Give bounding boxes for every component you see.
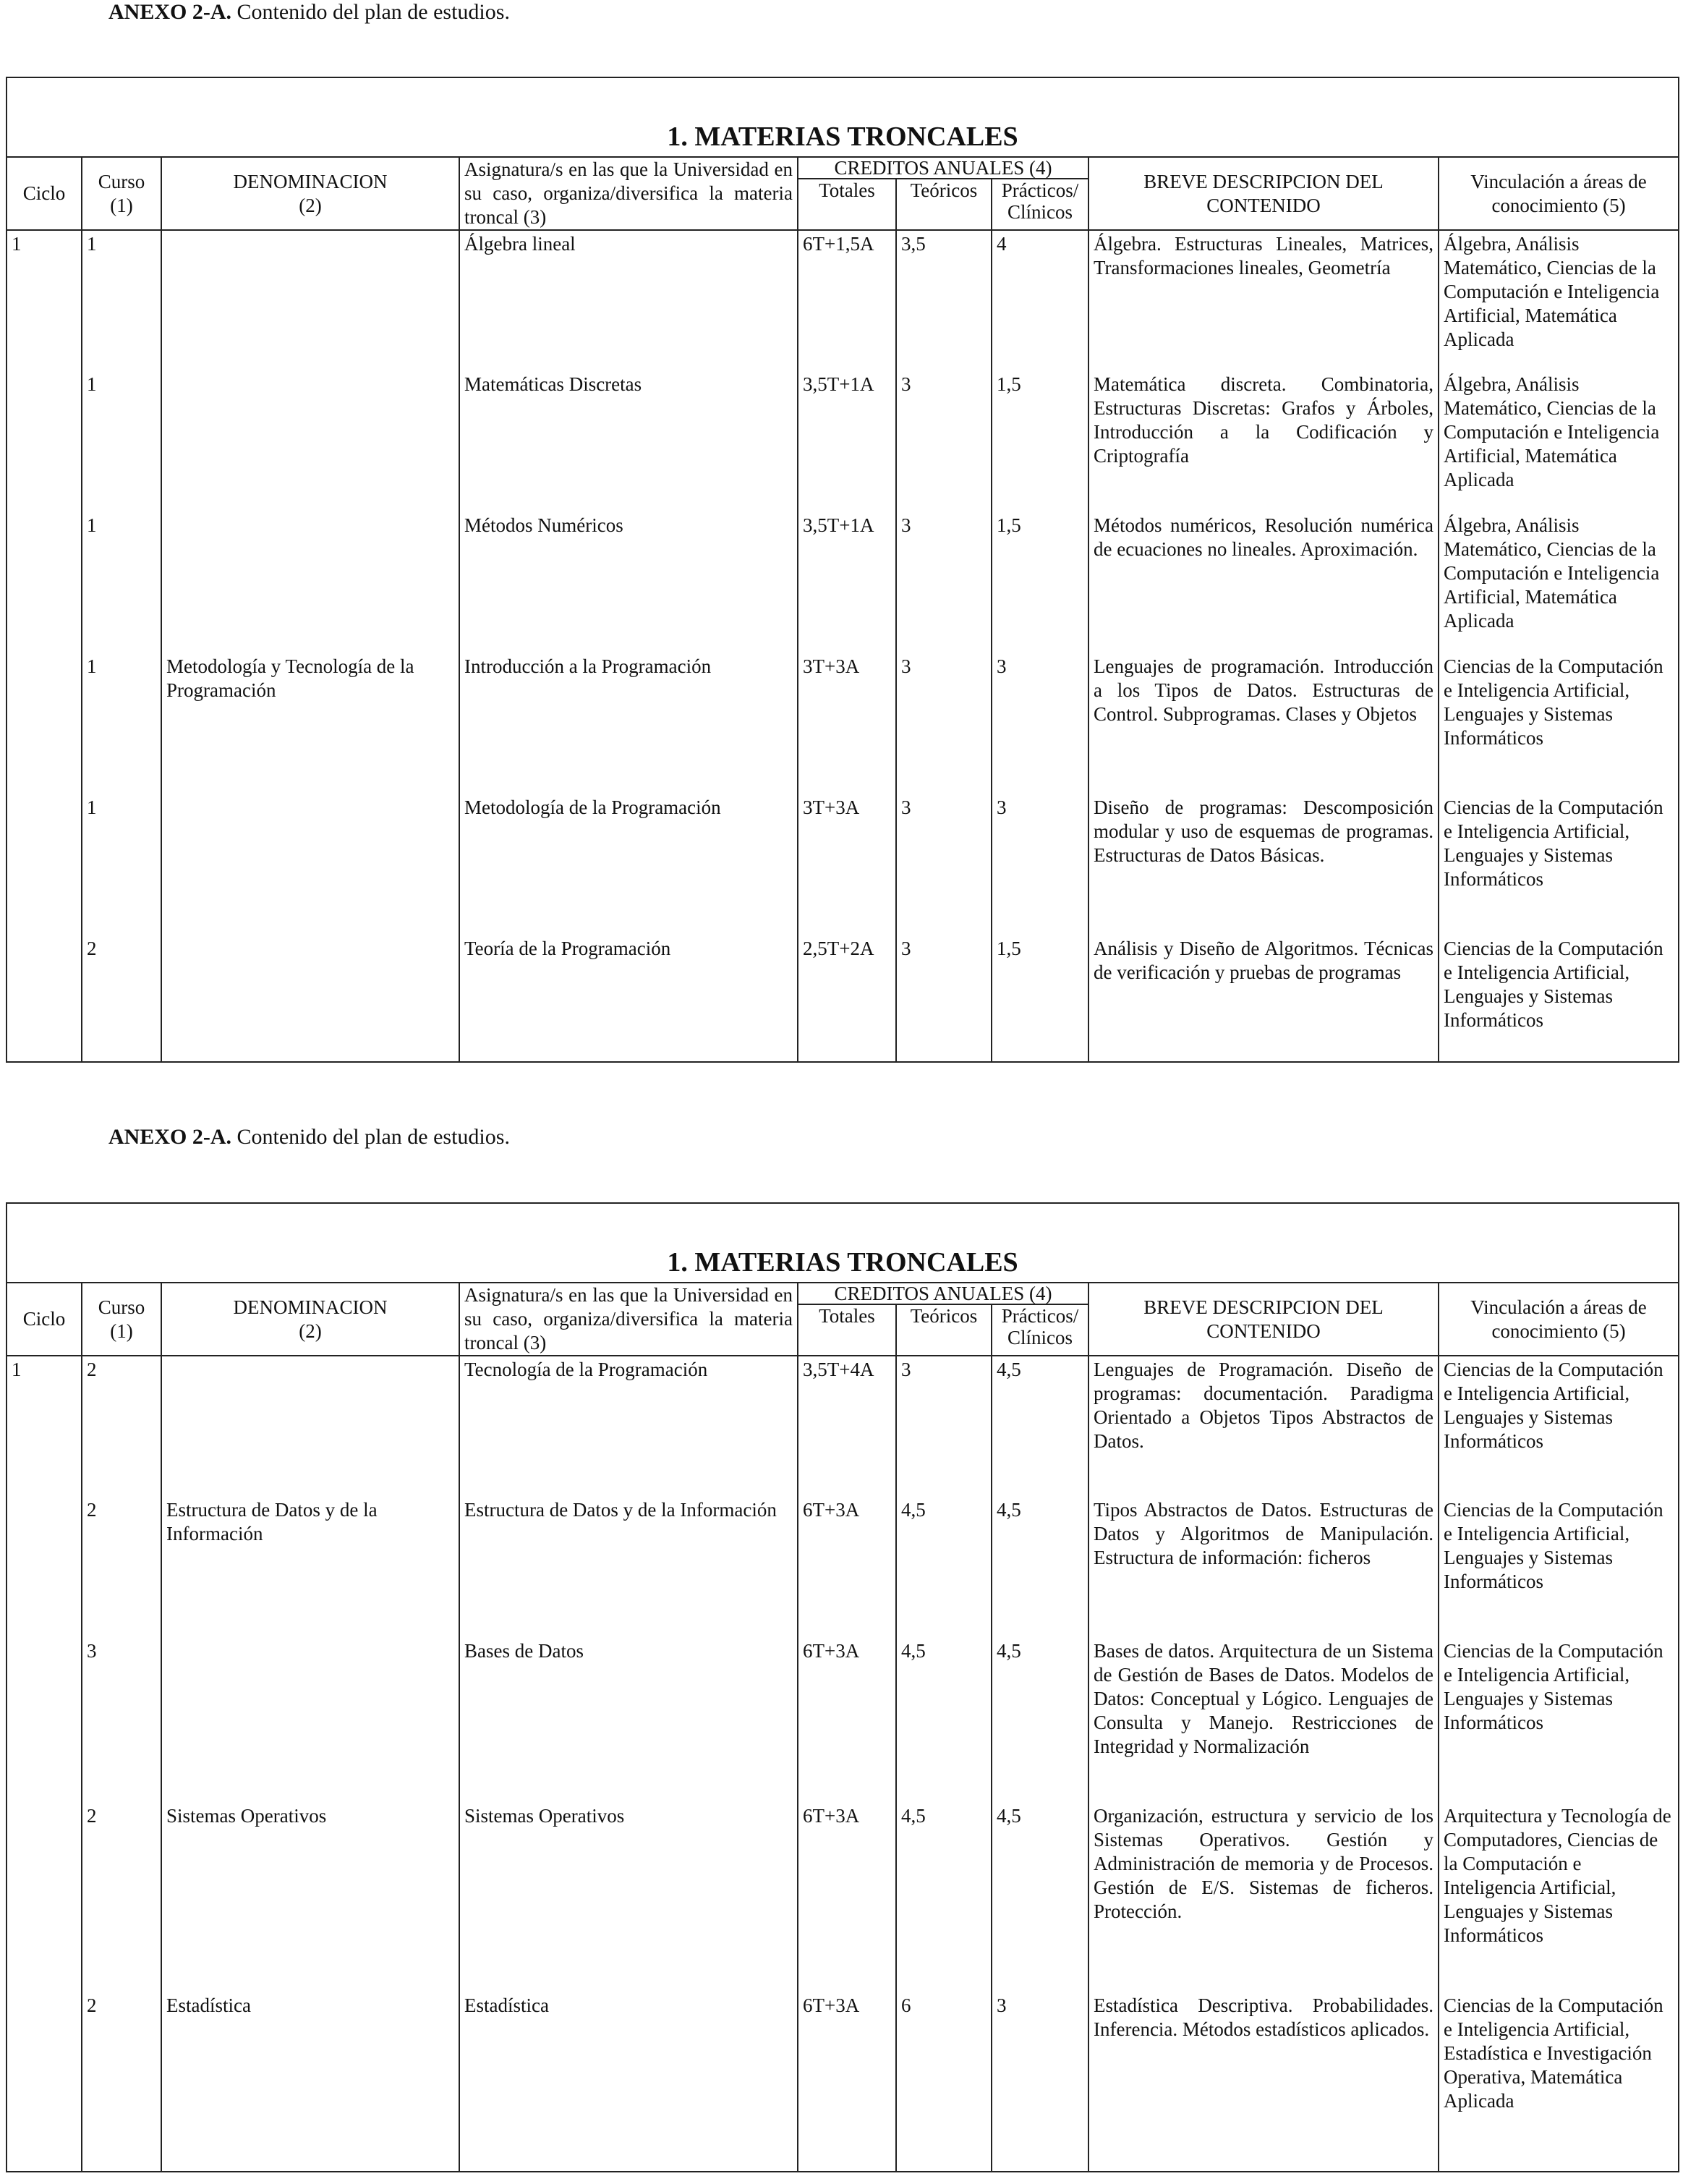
cell-ciclo [7,371,82,512]
cell-vinculacion: Ciencias de la Computación e Inteligencia Artificial, Estadística e Investigación Operativa, Matemática Aplicada [1439,1992,1679,2172]
cell-asignatura: Introducción a la Programación [459,653,798,794]
header-descripcion: BREVE DESCRIPCION DEL CONTENIDO [1088,1283,1439,1356]
table-row [7,794,1679,935]
cell-descripcion: Métodos numéricos, Resolución numérica de ecuaciones no lineales. Aproximación. [1088,512,1439,653]
cell-totales: 6T+1,5A [798,230,896,371]
cell-teoricos: 6 [896,1992,992,2172]
cell-totales: 6T+3A [798,1992,896,2172]
cell-curso: 1 [82,512,161,653]
cell-totales: 2,5T+2A [798,935,896,1062]
header-vinculacion: Vinculación a áreas de conocimiento (5) [1439,1283,1679,1356]
cell-teoricos: 3 [896,935,992,1062]
cell-practicos: 4,5 [992,1356,1088,1497]
cell-vinculacion: Ciencias de la Computación e Inteligencia Artificial, Lenguajes y Sistemas Informáticos [1439,794,1679,935]
cell-vinculacion: Ciencias de la Computación e Inteligencia Artificial, Lenguajes y Sistemas Informáticos [1439,1638,1679,1803]
cell-vinculacion: Ciencias de la Computación e Inteligencia Artificial, Lenguajes y Sistemas Informáticos [1439,653,1679,794]
annex-text: Contenido del plan de estudios. [237,1125,510,1149]
cell-curso: 2 [82,1803,161,1992]
cell-totales: 6T+3A [798,1497,896,1638]
cell-ciclo [7,1638,82,1803]
cell-vinculacion: Arquitectura y Tecnología de Computadores, Ciencias de la Computación e Inteligencia Artificial, Lenguajes y Sistemas Informáticos [1439,1803,1679,1992]
cell-practicos: 4,5 [992,1497,1088,1638]
header-totales: Totales [798,179,896,230]
annex-header-2 [108,1125,510,1150]
header-creditos: CREDITOS ANUALES (4) [798,157,1088,179]
header-descripcion: BREVE DESCRIPCION DEL CONTENIDO [1088,157,1439,230]
cell-practicos: 4,5 [992,1638,1088,1803]
cell-asignatura: Bases de Datos [459,1638,798,1803]
cell-teoricos: 3 [896,512,992,653]
annex-label: ANEXO 2-A. [108,0,231,24]
cell-denominacion [161,371,459,512]
cell-ciclo: 1 [7,1356,82,1497]
header-teoricos: Teóricos [896,1304,992,1356]
cell-teoricos: 4,5 [896,1803,992,1992]
cell-denominacion [161,512,459,653]
cell-asignatura: Estadística [459,1992,798,2172]
cell-asignatura: Tecnología de la Programación [459,1356,798,1497]
cell-denominacion: Estructura de Datos y de la Información [161,1497,459,1638]
header-curso: Curso (1) [82,157,161,230]
cell-descripcion: Análisis y Diseño de Algoritmos. Técnicas de verificación y pruebas de programas [1088,935,1439,1062]
materias-table-section-2 [6,1202,1678,2172]
cell-ciclo [7,1497,82,1638]
cell-descripcion: Matemática discreta. Combinatoria, Estructuras Discretas: Grafos y Árboles, Introducción a la Codificación y Criptografía [1088,371,1439,512]
table-row [7,230,1679,371]
cell-denominacion [161,230,459,371]
table-row [7,512,1679,653]
table-title: 1. MATERIAS TRONCALES [7,1203,1679,1283]
table-row [7,653,1679,794]
cell-practicos: 4,5 [992,1803,1088,1992]
cell-asignatura: Matemáticas Discretas [459,371,798,512]
cell-totales: 3T+3A [798,794,896,935]
cell-curso: 1 [82,230,161,371]
cell-practicos: 1,5 [992,512,1088,653]
header-practicos: Prácticos/ Clínicos [992,179,1088,230]
cell-vinculacion: Álgebra, Análisis Matemático, Ciencias de la Computación e Inteligencia Artificial, Matemática Aplicada [1439,230,1679,371]
cell-descripcion: Organización, estructura y servicio de los Sistemas Operativos. Gestión y Administración de memoria y de Procesos. Gestión de E/S. Sistemas de ficheros. Protección. [1088,1803,1439,1992]
cell-descripcion: Diseño de programas: Descomposición modular y uso de esquemas de programas. Estructuras de Datos Básicas. [1088,794,1439,935]
header-vinculacion: Vinculación a áreas de conocimiento (5) [1439,157,1679,230]
table-row [7,371,1679,512]
cell-descripcion: Lenguajes de programación. Introducción a los Tipos de Datos. Estructuras de Control. Subprogramas. Clases y Objetos [1088,653,1439,794]
materias-troncales-table [6,77,1679,1063]
cell-ciclo [7,512,82,653]
cell-descripcion: Álgebra. Estructuras Lineales, Matrices, Transformaciones lineales, Geometría [1088,230,1439,371]
cell-vinculacion: Ciencias de la Computación e Inteligencia Artificial, Lenguajes y Sistemas Informáticos [1439,1497,1679,1638]
annex-header-1 [108,0,510,25]
header-denominacion: DENOMINACION (2) [161,157,459,230]
cell-vinculacion: Álgebra, Análisis Matemático, Ciencias de la Computación e Inteligencia Artificial, Matemática Aplicada [1439,512,1679,653]
cell-curso: 2 [82,1992,161,2172]
cell-asignatura: Sistemas Operativos [459,1803,798,1992]
header-ciclo: Ciclo [7,1283,82,1356]
header-teoricos: Teóricos [896,179,992,230]
cell-denominacion [161,935,459,1062]
cell-ciclo: 1 [7,230,82,371]
cell-curso: 2 [82,1497,161,1638]
header-denominacion: DENOMINACION (2) [161,1283,459,1356]
materias-table-section-1 [6,77,1678,1063]
cell-practicos: 1,5 [992,935,1088,1062]
header-asignatura: Asignatura/s en las que la Universidad en su caso, organiza/diversifica la materia troncal (3) [459,157,798,230]
cell-curso: 3 [82,1638,161,1803]
cell-ciclo [7,653,82,794]
cell-totales: 6T+3A [798,1638,896,1803]
cell-asignatura: Teoría de la Programación [459,935,798,1062]
cell-curso: 1 [82,371,161,512]
cell-totales: 3,5T+4A [798,1356,896,1497]
cell-curso: 1 [82,794,161,935]
cell-asignatura: Metodología de la Programación [459,794,798,935]
cell-totales: 6T+3A [798,1803,896,1992]
table-row [7,1638,1679,1803]
cell-vinculacion: Álgebra, Análisis Matemático, Ciencias de la Computación e Inteligencia Artificial, Matemática Aplicada [1439,371,1679,512]
cell-practicos: 4 [992,230,1088,371]
header-practicos: Prácticos/ Clínicos [992,1304,1088,1356]
table-row [7,935,1679,1062]
header-ciclo: Ciclo [7,157,82,230]
cell-totales: 3T+3A [798,653,896,794]
cell-ciclo [7,1803,82,1992]
cell-teoricos: 3 [896,1356,992,1497]
table-row [7,1803,1679,1992]
cell-vinculacion: Ciencias de la Computación e Inteligencia Artificial, Lenguajes y Sistemas Informáticos [1439,1356,1679,1497]
cell-ciclo [7,794,82,935]
cell-descripcion: Estadística Descriptiva. Probabilidades. Inferencia. Métodos estadísticos aplicados. [1088,1992,1439,2172]
cell-descripcion: Lenguajes de Programación. Diseño de programas: documentación. Paradigma Orientado a Objetos Tipos Abstractos de Datos. [1088,1356,1439,1497]
cell-denominacion [161,794,459,935]
cell-teoricos: 4,5 [896,1497,992,1638]
cell-curso: 1 [82,653,161,794]
table-row [7,1992,1679,2172]
cell-denominacion [161,1356,459,1497]
header-asignatura: Asignatura/s en las que la Universidad en su caso, organiza/diversifica la materia troncal (3) [459,1283,798,1356]
cell-curso: 2 [82,935,161,1062]
cell-teoricos: 3 [896,371,992,512]
cell-asignatura: Álgebra lineal [459,230,798,371]
cell-ciclo [7,1992,82,2172]
cell-vinculacion: Ciencias de la Computación e Inteligencia Artificial, Lenguajes y Sistemas Informáticos [1439,935,1679,1062]
cell-teoricos: 3,5 [896,230,992,371]
cell-totales: 3,5T+1A [798,512,896,653]
table-title: 1. MATERIAS TRONCALES [7,77,1679,157]
cell-teoricos: 3 [896,653,992,794]
annex-text: Contenido del plan de estudios. [237,0,510,24]
cell-denominacion: Estadística [161,1992,459,2172]
cell-teoricos: 3 [896,794,992,935]
cell-descripcion: Tipos Abstractos de Datos. Estructuras de Datos y Algoritmos de Manipulación. Estructura de información: ficheros [1088,1497,1439,1638]
cell-practicos: 1,5 [992,371,1088,512]
table-row [7,1356,1679,1497]
table-row [7,1497,1679,1638]
cell-curso: 2 [82,1356,161,1497]
cell-teoricos: 4,5 [896,1638,992,1803]
cell-practicos: 3 [992,794,1088,935]
cell-denominacion: Sistemas Operativos [161,1803,459,1992]
cell-descripcion: Bases de datos. Arquitectura de un Sistema de Gestión de Bases de Datos. Modelos de Datos: Conceptual y Lógico. Lenguajes de Consulta y Manejo. Restricciones de Integridad y Normalización [1088,1638,1439,1803]
cell-practicos: 3 [992,1992,1088,2172]
header-creditos: CREDITOS ANUALES (4) [798,1283,1088,1304]
cell-asignatura: Estructura de Datos y de la Información [459,1497,798,1638]
header-totales: Totales [798,1304,896,1356]
cell-denominacion [161,1638,459,1803]
cell-asignatura: Métodos Numéricos [459,512,798,653]
cell-practicos: 3 [992,653,1088,794]
annex-label: ANEXO 2-A. [108,1125,231,1149]
cell-ciclo [7,935,82,1062]
cell-denominacion: Metodología y Tecnología de la Programación [161,653,459,794]
materias-troncales-table [6,1202,1679,2172]
cell-totales: 3,5T+1A [798,371,896,512]
header-curso: Curso (1) [82,1283,161,1356]
